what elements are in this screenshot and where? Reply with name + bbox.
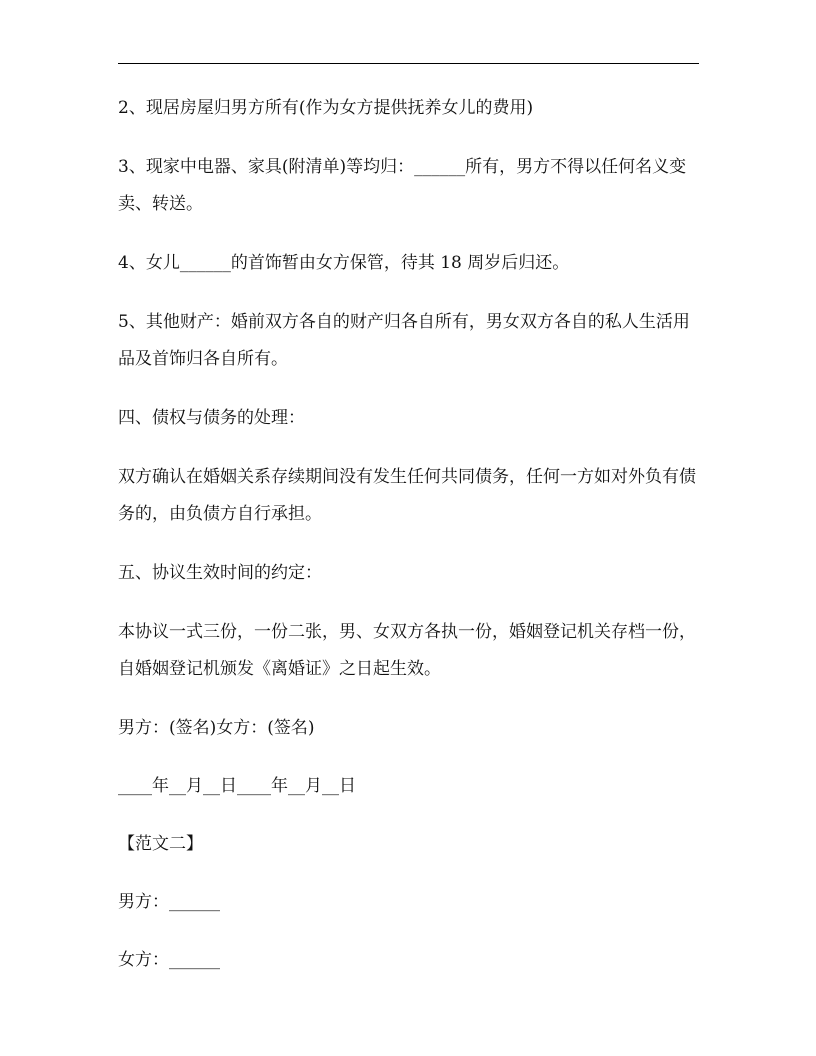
paragraph-house: 2、现居房屋归男方所有(作为女方提供抚养女儿的费用) <box>118 98 534 118</box>
daughter-name-blank: ______ <box>179 253 231 273</box>
paragraph-jewelry-start: 4、女儿 <box>118 253 180 273</box>
header-rule <box>118 63 699 64</box>
sample-two-heading: 【范文二】 <box>118 834 203 854</box>
paragraph-jewelry <box>118 245 700 282</box>
document-body <box>118 90 700 1000</box>
paragraph-effective: 本协议一式三份，一份二张，男、女双方各执一份，婚姻登记机关存档一份，自婚姻登记机颁发《离婚证》之日起生效。 <box>118 622 696 679</box>
appliances-owner-blank: ______ <box>414 157 466 177</box>
male-party-line: 男方：______ <box>118 892 220 912</box>
signature-line: 男方：(签名)女方：(签名) <box>118 718 315 738</box>
section-heading-effective: 五、协议生效时间的约定： <box>118 563 322 583</box>
section-heading-debts: 四、债权与债务的处理： <box>118 408 305 428</box>
paragraph-jewelry-end: 的首饰暂由女方保管，待其 18 周岁后归还。 <box>230 253 570 273</box>
paragraph-other-property: 5、其他财产：婚前双方各自的财产归各自所有，男女双方各自的私人生活用品及首饰归各自所有。 <box>118 312 690 369</box>
female-party-line: 女方：______ <box>118 950 220 970</box>
paragraph-debts: 双方确认在婚姻关系存续期间没有发生任何共同债务，任何一方如对外负有债务的，由负债方自行承担。 <box>118 467 696 524</box>
paragraph-appliances-start: 3、现家中电器、家具(附清单)等均归： <box>118 157 415 177</box>
date-line: ____年__月__日____年__月__日 <box>118 776 356 796</box>
paragraph-appliances-end: 所有，男方不得以任何名义变卖、转送。 <box>118 157 687 214</box>
paragraph-appliances <box>118 149 700 223</box>
